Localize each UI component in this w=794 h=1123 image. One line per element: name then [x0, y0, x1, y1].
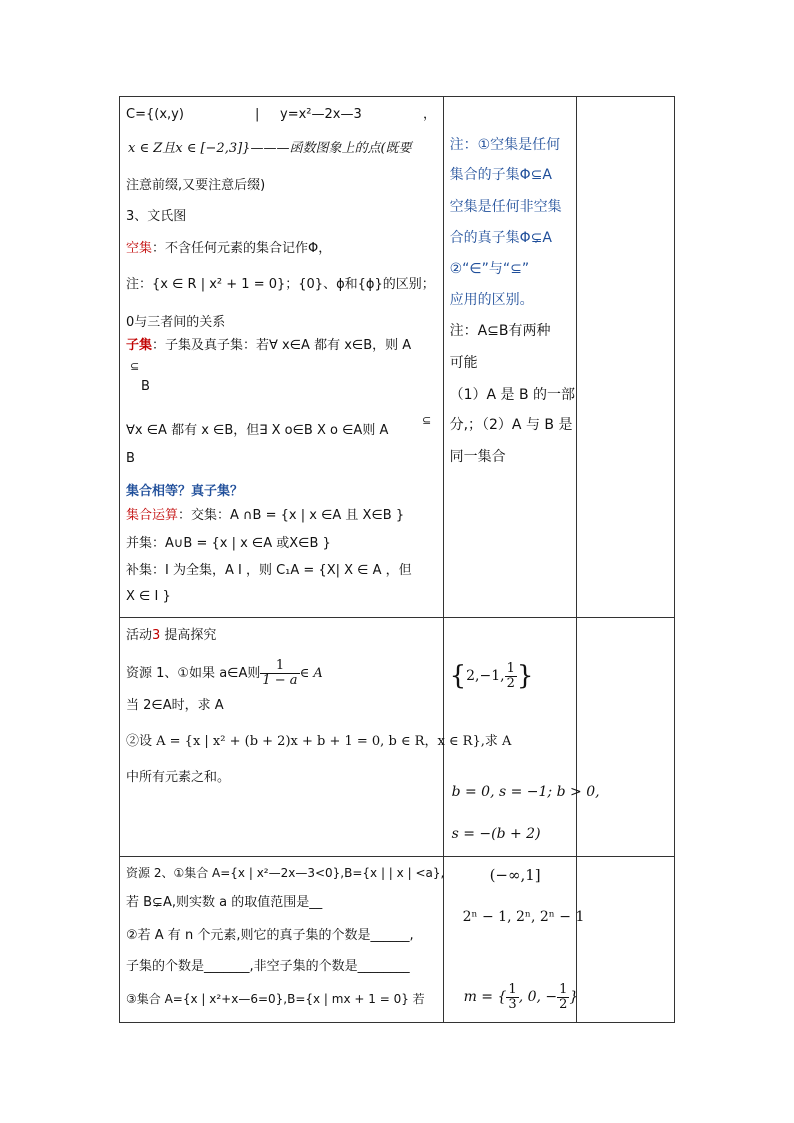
lesson-table: [119, 96, 675, 1023]
subset-definition: 子集：子集及真子集：若∀ x∈A 都有 x∈B，则 A: [126, 338, 412, 353]
cell-activity-extra: [576, 618, 674, 857]
cell-resource-2-extra: [576, 857, 674, 1023]
set-c-definition: C={(x,y): [126, 107, 184, 122]
resource-1-set-a: ②设 A = {x | x² + (b + 2)x + b + 1 = 0, b ∈ R，x ∈ R},求 A: [126, 734, 512, 749]
cell-concepts-extra: [576, 97, 674, 618]
set-c-bar: |: [255, 107, 260, 122]
answer-sum: s = −(b + 2): [451, 826, 541, 842]
set-c-condition: x ∈ Z且x ∈ [−2,3]}———函数图象上的点(既要: [128, 141, 412, 156]
complement-definition: 补集：I 为全集，A I ，则 C₁A = {X| X ∈ A ，但: [126, 563, 412, 578]
proper-subset-definition: ∀x ∈A 都有 x ∈B，但∃ X o∈B X o ∈A则 A: [126, 423, 389, 438]
note-empty-proper: 空集是任何非空集: [449, 199, 562, 215]
table-row-activity: [120, 618, 675, 857]
set-c-equation: y=x²—2x—3: [280, 107, 362, 122]
set-c-note: 注意前缀,又要注意后缀): [126, 178, 266, 193]
resource-1-question: 资源 1、①如果 a∈A则 $\frac{1}{1 - a}$ ∈ A: [126, 658, 323, 688]
answer-m-values: m = { $\frac{1}{3}$ , 0, − $\frac{1}{2}$ }: [463, 981, 579, 1012]
note-empty-subset-symbol: 集合的子集Φ⊆A: [449, 167, 552, 183]
activity-title: 活动3 提高探究: [126, 628, 217, 643]
resource-2-subsets: 子集的个数是_______,非空子集的个数是________: [126, 959, 410, 974]
resource-1-condition: 当 2∈A时，求 A: [126, 698, 224, 713]
subset-symbol: ⊆: [130, 360, 140, 373]
cell-resource-2-answers: [443, 857, 585, 1023]
note-empty-proper-symbol: 合的真子集Φ⊊A: [449, 230, 552, 246]
note-same-set: 同一集合: [449, 449, 506, 465]
intersection-definition: 集合运算：交集：A ∩B = {x | x ∈A 且 X∈B }: [126, 508, 405, 523]
set-c-comma: ，: [423, 107, 437, 122]
proper-subset-b: B: [126, 451, 135, 466]
set-equality-question: 集合相等？真子集？: [126, 484, 244, 499]
resource-2-question-1: 资源 2、①集合 A={x | x²—2x—3<0},B={x | | x | <a},: [126, 866, 445, 880]
venn-heading: 3、文氏图: [126, 209, 187, 224]
note-application: 应用的区别。: [449, 292, 534, 308]
cell-concepts-notes: [443, 97, 576, 618]
cell-concepts-content: [120, 97, 444, 618]
answer-b-cases: b = 0, s = −1; b > 0,: [451, 784, 600, 800]
resource-2-proper-subsets: ②若 A 有 n 个元素,则它的真子集的个数是______,: [126, 928, 414, 943]
note-subset-cases: 注：A⊆B有两种: [449, 323, 551, 339]
answer-set-a: {2,−1, $\frac{1}{2}$ }: [449, 660, 534, 691]
note-case-one: （1）A 是 B 的一部: [449, 387, 576, 403]
answer-range: (−∞,1]: [489, 866, 541, 884]
table-row-concepts: [120, 97, 675, 618]
note-possible: 可能: [449, 355, 478, 371]
table-row-resource-2: [120, 857, 675, 1023]
note-empty-subset: 注：①空集是任何: [449, 137, 561, 153]
subset-b: B: [141, 379, 150, 394]
answer-subset-counts: 2ⁿ − 1, 2ⁿ, 2ⁿ − 1: [462, 909, 585, 925]
empty-set-relation: 0与三者间的关系: [126, 315, 226, 330]
complement-condition: X ∈ I }: [126, 589, 171, 604]
union-definition: 并集：A∪B = {x | x ∈A 或X∈B }: [126, 536, 331, 551]
cell-resource-2-content: [120, 857, 444, 1023]
proper-subset-symbol: ⊆: [422, 414, 432, 427]
note-case-two: 分,；（2）A 与 B 是: [449, 417, 573, 433]
resource-2-question-3: ③集合 A={x | x²+x—6=0},B={x | mx + 1 = 0} 若: [126, 992, 425, 1006]
empty-set-definition: 空集：不含任何元素的集合记作Φ，: [126, 241, 332, 256]
cell-activity-answers: [443, 618, 600, 857]
resource-1-sum: 中所有元素之和。: [126, 770, 231, 785]
note-symbol-difference: ②“∈”与“⊆”: [449, 261, 530, 277]
empty-set-note: 注：{x ∈ R | x² + 1 = 0}；{0}、ϕ和{ϕ}的区别；: [126, 277, 435, 292]
resource-2-range: 若 B⊊A,则实数 a 的取值范围是__: [126, 895, 323, 910]
